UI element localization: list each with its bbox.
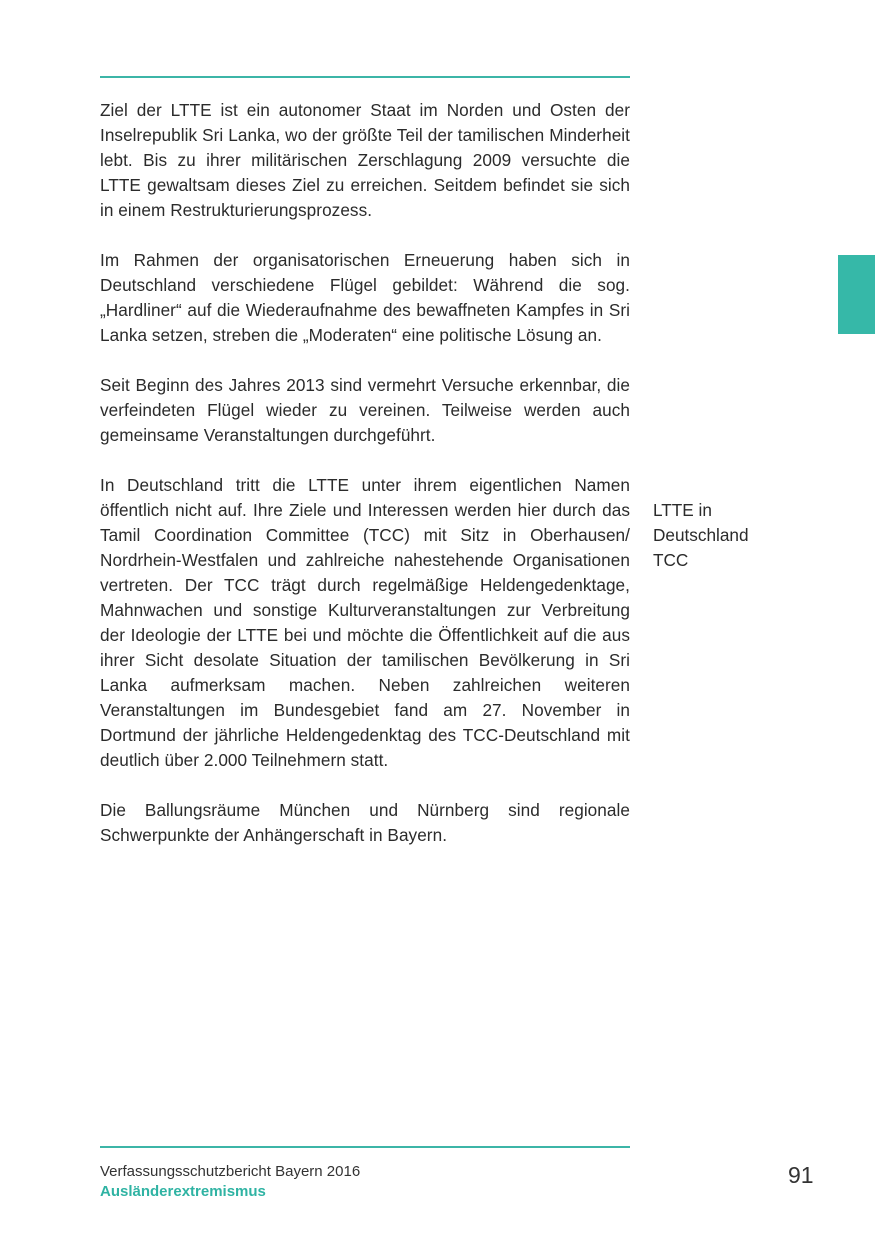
margin-note-line: Deutschland (653, 525, 749, 545)
paragraph-ltte-germany: In Deutschland tritt die LTTE unter ihrem eigentlichen Namen öffentlich nicht auf. Ihre Ziele und Interessen werden hier durch das Tamil Coordination Committee (TCC) mit Sitz in Oberhausen/ Nordrhein-Westfalen und zahlreiche nahestehende Organisationen vertreten. Der TCC trägt durch regelmäßige Heldengedenktage, Mahnwachen und sonstige Kulturveranstaltungen zur Verbreitung der Ideologie der LTTE bei und möchte die Öffentlichkeit auf die aus ihrer Sicht desolate Situation der tamilischen Bevölkerung in Sri Lanka aufmerksam machen. Neben zahlreichen weiteren Veranstaltungen im Bundesgebiet fand am 27. November in Dortmund der jährliche Heldengedenktag des TCC-Deutschland mit deutlich über 2.000 Teilnehmern statt. (100, 475, 630, 770)
footer-divider (100, 1146, 630, 1148)
page-number: 91 (788, 1162, 814, 1188)
main-text-column (100, 98, 630, 873)
top-divider (100, 76, 630, 78)
paragraph-factions: Im Rahmen der organisatorischen Erneuerung haben sich in Deutschland verschiedene Flügel gebildet: Während die sog. „Hardliner“ auf die Wiederaufnahme des bewaffneten Kampfes in Sri Lanka setzen, streben die „Moderaten“ eine politische Lösung an. (100, 250, 630, 345)
footer-report-title: Verfassungsschutzbericht Bayern 2016 (100, 1163, 361, 1180)
paragraph-bavaria: Die Ballungsräume München und Nürnberg sind regionale Schwerpunkte der Anhängerschaft in Bayern. (100, 800, 630, 845)
paragraph-reunification: Seit Beginn des Jahres 2013 sind vermehrt Versuche erkennbar, die verfeindeten Flügel wieder zu vereinen. Teilweise werden auch gemeinsame Veranstaltungen durchgeführt. (100, 375, 630, 445)
footer-section-name: Ausländerextremismus (100, 1183, 266, 1200)
chapter-tab-marker (838, 255, 875, 334)
paragraph-ltte-goal: Ziel der LTTE ist ein autonomer Staat im Norden und Osten der Inselrepublik Sri Lanka, wo der größte Teil der tamilischen Minderheit lebt. Bis zu ihrer militärischen Zerschlagung 2009 versuchte die LTTE gewaltsam dieses Ziel zu erreichen. Seitdem befindet sie sich in einem Restrukturierungsprozess. (100, 100, 630, 220)
margin-note (653, 498, 793, 573)
margin-note-line: LTTE in (653, 500, 712, 520)
margin-note-line: TCC (653, 550, 689, 570)
footer (100, 1162, 360, 1202)
